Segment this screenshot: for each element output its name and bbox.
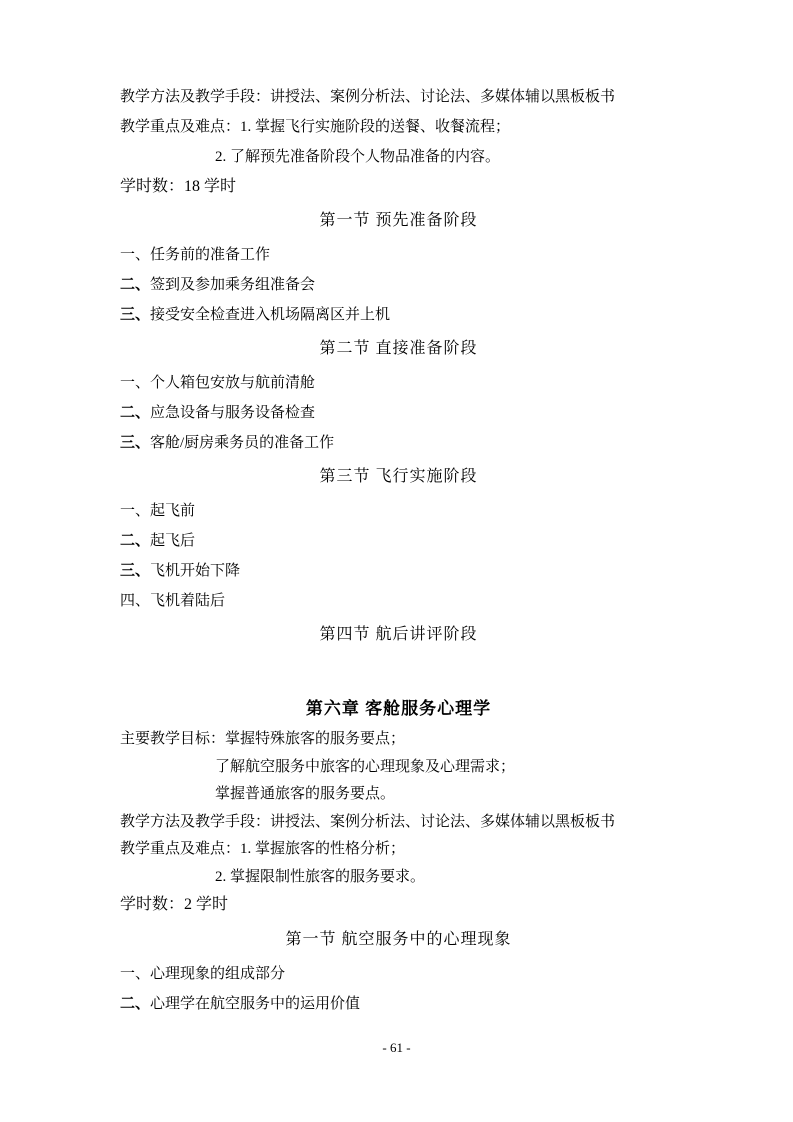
list-item-number: 三、	[120, 307, 151, 323]
list-item	[120, 989, 677, 1019]
list-item-number: 三、	[120, 435, 151, 451]
key-points-line-1: 教学重点及难点：1. 掌握飞行实施阶段的送餐、收餐流程；	[120, 119, 511, 135]
list-item	[120, 240, 677, 270]
key-points-line-2: 2. 掌握限制性旅客的服务要求。	[215, 868, 426, 885]
list-item-text: 飞机开始下降	[150, 563, 241, 579]
list-item	[120, 428, 677, 458]
list-item-text: 应急设备与服务设备检查	[150, 405, 316, 421]
class-hours-line: 学时数：18 学时	[120, 178, 237, 195]
teaching-methods-line: 教学方法及教学手段：讲授法、案例分析法、讨论法、多媒体辅以黑板板书	[120, 813, 616, 830]
objectives-line-1: 主要教学目标：掌握特殊旅客的服务要点；	[120, 731, 406, 747]
list-item	[120, 526, 677, 556]
list-item-number: 一、	[120, 375, 151, 391]
list-item-number: 四、	[120, 593, 151, 609]
list-item	[120, 270, 677, 300]
list-item-text: 签到及参加乘务组准备会	[150, 277, 316, 293]
section-3-title: 第三节 飞行实施阶段	[319, 468, 478, 485]
list-item-text: 飞机着陆后	[150, 593, 226, 609]
key-points-line-1: 教学重点及难点：1. 掌握旅客的性格分析；	[120, 841, 406, 857]
list-item	[120, 398, 677, 428]
objectives-line-3: 掌握普通旅客的服务要点。	[215, 786, 396, 802]
list-item	[120, 556, 677, 586]
list-item-text: 起飞前	[150, 503, 196, 519]
chapter-title: 第六章 客舱服务心理学	[305, 699, 492, 718]
section-2-title: 第二节 直接准备阶段	[319, 340, 478, 357]
list-item-number: 二、	[120, 995, 151, 1012]
list-item	[120, 368, 677, 398]
list-item-number: 三、	[120, 563, 151, 579]
teaching-methods-line: 教学方法及教学手段：讲授法、案例分析法、讨论法、多媒体辅以黑板板书	[120, 89, 616, 105]
section-1-title: 第一节 航空服务中的心理现象	[285, 930, 512, 948]
list-item-text: 客舱/厨房乘务员的准备工作	[150, 435, 335, 451]
list-item-number: 一、	[120, 503, 151, 519]
list-item-text: 起飞后	[150, 533, 196, 549]
key-points-line-2: 2. 了解预先准备阶段个人物品准备的内容。	[215, 149, 501, 165]
list-item-text: 接受安全检查进入机场隔离区并上机	[150, 307, 391, 323]
page-number: - 61 -	[382, 1040, 411, 1055]
list-item-number: 二、	[120, 277, 151, 293]
objectives-line-2: 了解航空服务中旅客的心理现象及心理需求；	[215, 758, 516, 775]
list-item-text: 心理现象的组成部分	[150, 965, 286, 982]
list-item-number: 一、	[120, 965, 151, 982]
list-item-text: 个人箱包安放与航前清舱	[150, 375, 316, 391]
list-item	[120, 959, 677, 989]
section-1-title: 第一节 预先准备阶段	[319, 212, 478, 229]
list-item-text: 任务前的准备工作	[150, 247, 271, 263]
class-hours-line: 学时数：2 学时	[120, 896, 229, 913]
list-item	[120, 586, 677, 616]
list-item-number: 二、	[120, 405, 151, 421]
list-item-text: 心理学在航空服务中的运用价值	[150, 995, 361, 1012]
section-4-title: 第四节 航后讲评阶段	[319, 626, 478, 643]
list-item-number: 二、	[120, 533, 151, 549]
list-item	[120, 496, 677, 526]
list-item	[120, 300, 677, 330]
list-item-number: 一、	[120, 247, 151, 263]
